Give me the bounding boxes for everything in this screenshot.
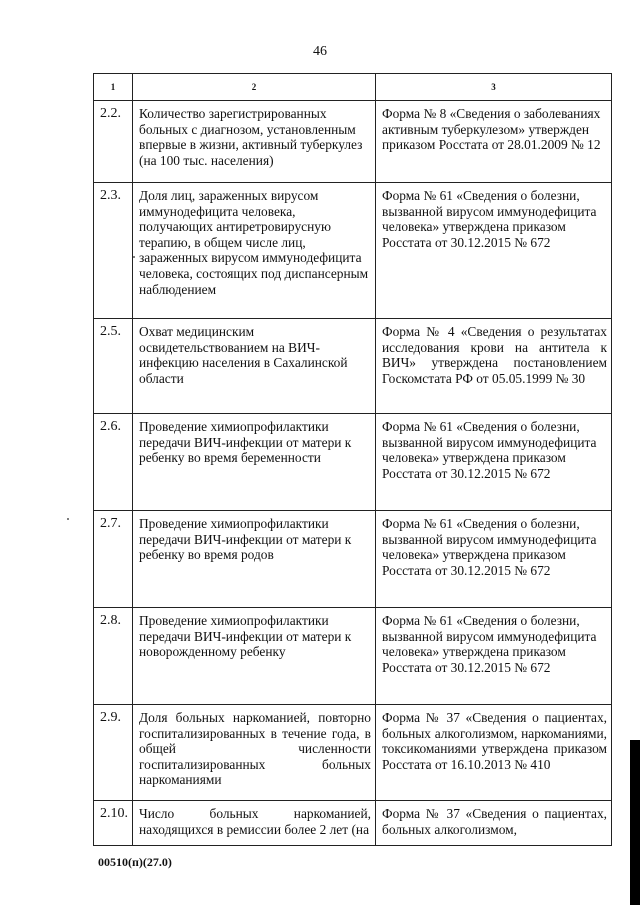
indicator-text: Проведение химиопрофилактики передачи ВИЧ-инфекции от матери к новорожденному ребенку [133, 608, 376, 705]
table-row [94, 414, 612, 511]
indicator-text: Количество зарегистрированных больных с диагнозом, установленным впервые в жизни, активный туберкулез (на 100 тыс. населения) [133, 101, 376, 183]
form-reference: Форма № 61 «Сведения о болезни, вызванной вирусом иммунодефицита человека» утверждена приказом Росстата от 30.12.2015 № 672 [376, 608, 612, 705]
row-number: 2.10. [94, 801, 133, 846]
form-reference: Форма № 37 «Сведения о пациентах, больных алкоголизмом, наркоманиями, токсикоманиями утверждена приказом Росстата от 16.10.2013 № 410 [376, 705, 612, 801]
table-row [94, 705, 612, 801]
row-number: 2.5. [94, 319, 133, 414]
scan-speck [133, 256, 135, 258]
form-reference: Форма № 8 «Сведения о заболеваниях активным туберкулезом» утвержден приказом Росстата от 28.01.2009 № 12 [376, 101, 612, 183]
column-header-3: 3 [376, 74, 612, 101]
page-number: 46 [313, 44, 327, 59]
table-row [94, 319, 612, 414]
indicator-text: Проведение химиопрофилактики передачи ВИЧ-инфекции от матери к ребенку во время родов [133, 511, 376, 608]
form-reference: Форма № 61 «Сведения о болезни, вызванной вирусом иммунодефицита человека» утверждена приказом Росстата от 30.12.2015 № 672 [376, 183, 612, 319]
indicator-text: Доля лиц, зараженных вирусом иммунодефицита человека, получающих антиретровирусную терапию, в общем числе лиц, зараженных вирусом иммунодефицита человека, состоящих под диспансерным наблюдением [133, 183, 376, 319]
scan-edge-bar [630, 740, 640, 905]
column-header-2: 2 [133, 74, 376, 101]
table-row [94, 511, 612, 608]
row-number: 2.9. [94, 705, 133, 801]
form-reference: Форма № 61 «Сведения о болезни, вызванной вирусом иммунодефицита человека» утверждена приказом Росстата от 30.12.2015 № 672 [376, 414, 612, 511]
table-row [94, 183, 612, 319]
table-row [94, 801, 612, 846]
form-reference: Форма № 37 «Сведения о пациентах, больных алкоголизмом, [376, 801, 612, 846]
row-number: 2.6. [94, 414, 133, 511]
row-number: 2.7. [94, 511, 133, 608]
scan-speck [67, 518, 69, 520]
column-header-1: 1 [94, 74, 133, 101]
form-reference: Форма № 61 «Сведения о болезни, вызванной вирусом иммунодефицита человека» утверждена приказом Росстата от 30.12.2015 № 672 [376, 511, 612, 608]
indicator-text: Охват медицинским освидетельствованием на ВИЧ-инфекцию населения в Сахалинской области [133, 319, 376, 414]
indicator-text: Проведение химиопрофилактики передачи ВИЧ-инфекции от матери к ребенку во время беременности [133, 414, 376, 511]
indicator-table [93, 73, 612, 846]
form-reference: Форма № 4 «Сведения о результатах исследования крови на антитела к ВИЧ» утверждена постановлением Госкомстата РФ от 05.05.1999 № 30 [376, 319, 612, 414]
indicator-text: Число больных наркоманией, находящихся в ремиссии более 2 лет (на [133, 801, 376, 846]
row-number: 2.3. [94, 183, 133, 319]
row-number: 2.2. [94, 101, 133, 183]
row-number: 2.8. [94, 608, 133, 705]
table-row [94, 608, 612, 705]
table-header [94, 74, 612, 101]
table-row [94, 101, 612, 183]
indicator-text: Доля больных наркоманией, повторно госпитализированных в течение года, в общей численности госпитализированных больных наркоманиями [133, 705, 376, 801]
document-code: 00510(п)(27.0) [98, 855, 172, 869]
